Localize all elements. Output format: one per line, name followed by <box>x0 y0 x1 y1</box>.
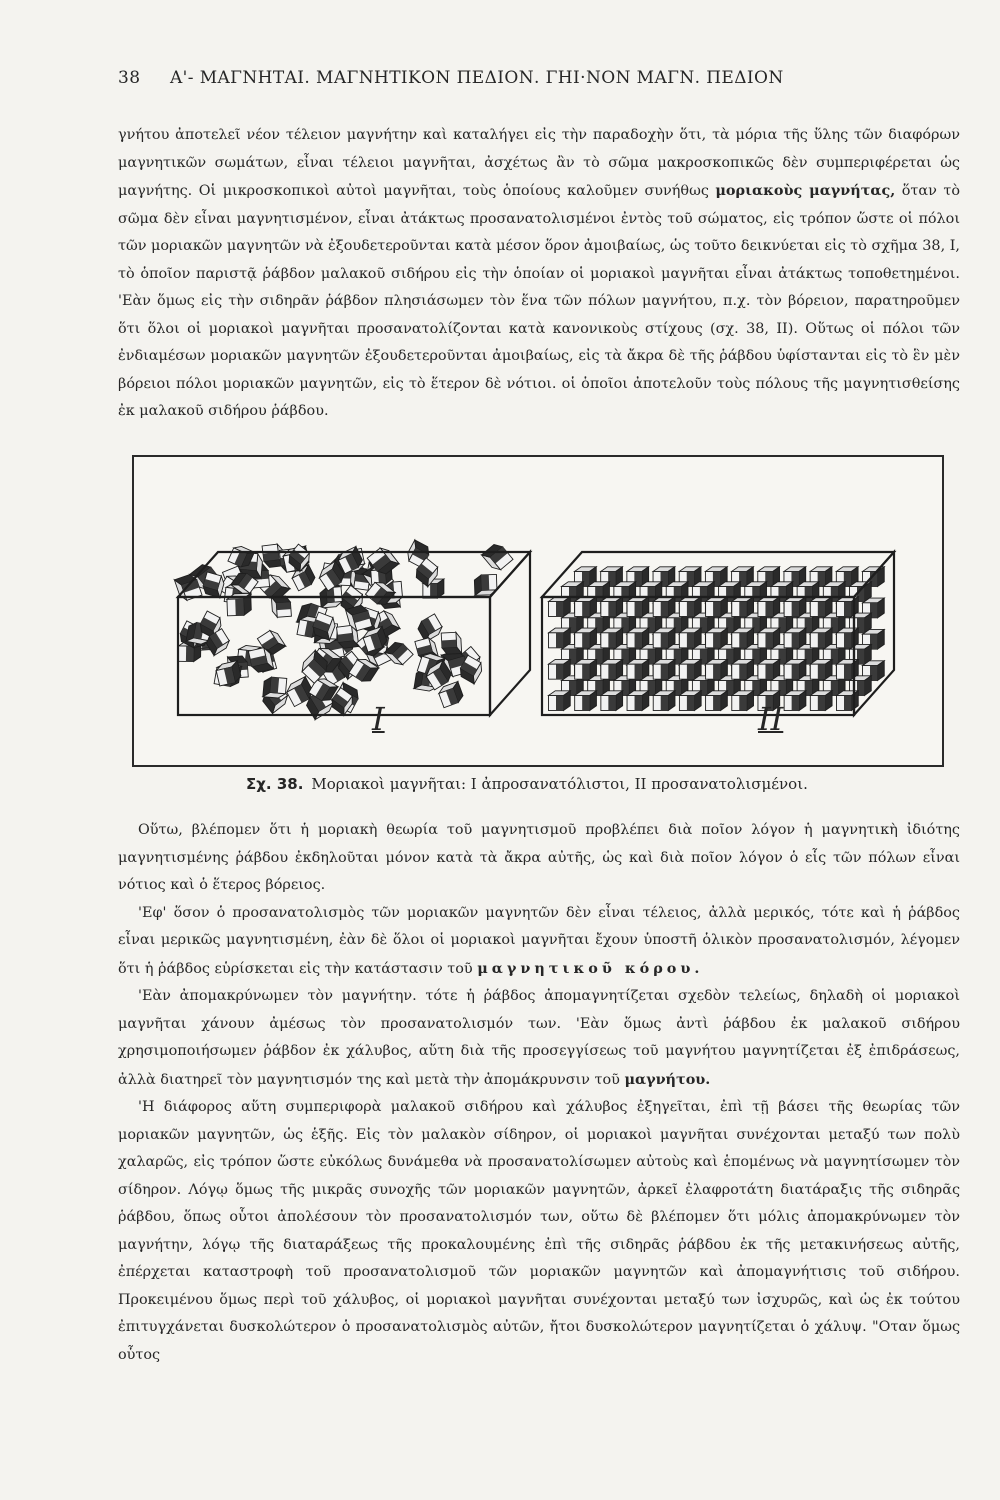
molecular-magnet-aligned <box>706 628 728 648</box>
molecular-magnet-aligned <box>679 628 701 648</box>
molecular-magnet-aligned <box>653 597 675 617</box>
molecular-magnet-random <box>482 541 513 573</box>
paragraph-3-end: μαγνήτου. <box>624 1070 711 1088</box>
paragraph-2 <box>118 900 960 984</box>
paragraph-2-text: 'Εφ' ὅσον ὁ προσανατολισμὸς τῶν μοριακῶν μαγνητῶν δὲν εἶναι τέλειος, ἀλλὰ μερικός, τότε καὶ ἡ ῥάβδος εἶναι μερικῶς μαγνητισμένη, ἐὰν δὲ ὅλοι οἱ μοριακοὶ μαγνῆται ἔχουν ὑποστῆ ὁλικὸν προσανατολισμόν, λέγομεν ὅτι ἡ ῥάβδος εὑρίσκεται εἰς τὴν κατάστασιν τοῦ <box>118 904 960 977</box>
molecular-magnet-random <box>416 614 445 642</box>
intro-text-part2: ὅταν τὸ σῶμα δὲν εἶναι μαγνητισμένον, εἶναι ἀτάκτως προσανατολισμένοι ἐντὸς τοῦ σώματος, εἰς τρόπον ὥστε οἱ πόλοι τῶν μοριακῶν μαγνητῶν νὰ ἐξουδετεροῦνται κατὰ μέσον ὅρον ἀμοιβαίως, ὡς τοῦτο δεικνύεται εἰς τὸ σχῆμα 38, I, τὸ ὁποῖον παριστᾷ ῥάβδον μαλακοῦ σιδήρου εἰς τὴν ὁποίαν οἱ μοριακοὶ μαγνῆται εἶναι ἀτάκτως τοποθετημένοι. 'Εὰν ὅμως εἰς τὴν σιδηρᾶν ῥάβδον πλησιάσωμεν τὸν ἕνα τῶν πόλων μαγνήτου, π.χ. τὸν βόρειον, παρατηροῦμεν ὅτι ὅλοι οἱ μοριακοὶ μαγνῆται προσανατολίζονται κατὰ κανονικοὺς στίχους (σχ. 38, II). Οὕτως οἱ πόλοι τῶν ἐνδιαμέσων μοριακῶν μαγνητῶν ἐξουδετεροῦνται ἀμοιβαίως, εἰς τὰ ἄκρα δὲ τῆς ῥάβδου ὑφίστανται εἰς τὸ ἓν μὲν βόρειοι πόλοι μοριακῶν μαγνητῶν, εἰς τὸ ἕτερον δὲ νότιοι. οἱ ὁποῖοι ἀποτελοῦν τοὺς πόλους τῆς μαγνητισθείσης ἐκ μαλακοῦ σιδήρου ῥάβδου. <box>118 183 960 419</box>
page-number: 38 <box>118 68 141 88</box>
molecular-magnet-aligned <box>758 628 780 648</box>
molecular-magnet-random <box>384 639 413 668</box>
molecular-magnet-aligned <box>679 597 701 617</box>
molecular-magnet-aligned <box>810 597 832 617</box>
molecular-magnet-aligned <box>679 659 701 679</box>
figure-label-ii: II <box>758 700 784 738</box>
molecular-magnet-aligned <box>758 659 780 679</box>
molecular-magnet-aligned <box>732 597 754 617</box>
paragraph-4: 'Η διάφορος αὕτη συμπεριφορὰ μαλακοῦ σιδήρου καὶ χάλυβος ἐξηγεῖται, ἐπὶ τῇ βάσει τῆς θεωρίας τῶν μοριακῶν μαγνητῶν, ὡς ἑξῆς. Εἰς τὸν μαλακὸν σίδηρον, οἱ μοριακοὶ μαγνῆται συνέχονται μεταξύ των πολὺ χαλαρῶς, εἰς τρόπον ὥστε εὐκόλως δυνάμεθα νὰ προσανατολίσωμεν αὐτοὺς καὶ ἑπομένως νὰ μαγνητίσωμεν τὸν σίδηρον. Λόγῳ ὅμως τῆς μικρᾶς συνοχῆς τῶν μοριακῶν μαγνητῶν, ἀρκεῖ ἐλαφροτάτη διατάραξις τῆς σιδηρᾶς ῥάβδου, ὅπως οὗτοι ἀπολέσουν τὸν προσανατολισμόν των, οὕτω δὲ βλέπομεν ὅτι μόλις ἀπομακρύνωμεν τὸν μαγνήτην, λόγῳ τῆς διαταράξεως τῆς προκαλουμένης ἐπὶ τῆς σιδηρᾶς ῥάβδου ἐκ τῆς μετακινήσεως αὐτῆς, ἐπέρχεται καταστροφὴ τοῦ προσανατολισμοῦ τῶν μοριακῶν μαγνητῶν καὶ ἀπομαγνήτισις τοῦ σιδήρου. Προκειμένου ὅμως περὶ τοῦ χάλυβος, οἱ μοριακοὶ μαγνῆται συνέχονται μεταξύ των ἰσχυρῶς, καὶ ὡς ἐκ τούτου ἐπιτυγχάνεται δυσκολώτερον ὁ προσανατολισμὸς αὐτῶν, ἤτοι δυσκολώτερον μαγνητίζεται ὁ χάλυψ. "Οταν ὅμως οὗτος <box>118 1099 960 1363</box>
molecular-magnet-aligned <box>679 691 701 711</box>
molecular-magnet-aligned <box>549 659 571 679</box>
molecular-magnet-aligned <box>601 597 623 617</box>
molecular-magnet-aligned <box>810 691 832 711</box>
bar-oriented <box>542 552 894 715</box>
figure-38 <box>132 455 944 767</box>
molecular-magnet-aligned <box>627 659 649 679</box>
figure-caption <box>246 775 946 793</box>
running-head <box>118 68 918 88</box>
term-magnetic-saturation: μαγνητικοῦ κόρου. <box>477 959 704 977</box>
molecular-magnet-aligned <box>810 628 832 648</box>
molecular-magnet-aligned <box>575 659 597 679</box>
figure-label-i: I <box>372 700 385 738</box>
molecular-magnet-aligned <box>601 659 623 679</box>
molecular-magnet-aligned <box>575 597 597 617</box>
molecular-magnet-aligned <box>627 691 649 711</box>
molecular-magnet-aligned <box>601 628 623 648</box>
caption-text: Μοριακοὶ μαγνῆται: I ἀπροσανατόλιστοι, II προσανατολισμένοι. <box>311 775 808 793</box>
molecular-magnet-aligned <box>653 659 675 679</box>
molecular-magnet-random <box>441 632 461 654</box>
molecular-magnet-aligned <box>810 659 832 679</box>
molecular-magnet-aligned <box>549 691 571 711</box>
molecular-magnet-aligned <box>758 597 780 617</box>
molecular-magnet-aligned <box>627 597 649 617</box>
molecular-magnet-aligned <box>653 691 675 711</box>
molecular-magnet-aligned <box>549 597 571 617</box>
molecular-magnet-aligned <box>784 628 806 648</box>
molecular-magnet-aligned <box>784 597 806 617</box>
molecular-magnets-illustration <box>134 457 942 765</box>
molecular-magnet-aligned <box>549 628 571 648</box>
intro-paragraph <box>118 122 960 426</box>
molecular-magnet-aligned <box>732 659 754 679</box>
chapter-title: Α'- ΜΑΓΝΗΤΑΙ. ΜΑΓΝΗΤΙΚΟΝ ΠΕΔΙΟΝ. ΓΗΙ·ΝΟΝ ΜΑΓΝ. ΠΕΔΙΟΝ <box>170 68 784 88</box>
molecular-magnet-aligned <box>575 628 597 648</box>
molecular-magnet-aligned <box>627 628 649 648</box>
molecular-magnet-aligned <box>706 597 728 617</box>
molecular-magnet-aligned <box>784 659 806 679</box>
molecular-magnet-aligned <box>601 691 623 711</box>
caption-number: Σχ. 38. <box>246 775 304 793</box>
paragraph-3 <box>118 983 960 1094</box>
molecular-magnet-aligned <box>653 628 675 648</box>
molecular-magnet-random <box>263 676 287 698</box>
paragraph-1: Οὕτω, βλέπομεν ὅτι ἡ μοριακὴ θεωρία τοῦ μαγνητισμοῦ προβλέπει διὰ ποῖον λόγον ἡ μαγνητικὴ ἰδιότης μαγνητισμένης ῥάβδου ἐκδηλοῦται μόνον κατὰ τὰ ἄκρα αὐτῆς, ὡς καὶ διὰ ποῖον λόγον ὁ εἷς τῶν πόλων εἶναι νότιος καὶ ὁ ἕτερος βόρειος. <box>118 822 960 893</box>
molecular-magnet-aligned <box>706 691 728 711</box>
molecular-magnet-aligned <box>732 691 754 711</box>
bold-term-molecular-magnets: μοριακοὺς μαγνήτας, <box>715 182 896 199</box>
molecular-magnet-random <box>271 596 291 618</box>
molecular-magnet-aligned <box>784 691 806 711</box>
main-text <box>118 817 960 1369</box>
intro-text-part1: γνήτου ἀποτελεῖ νέον τέλειον μαγνήτην καὶ καταλήγει εἰς τὴν παραδοχὴν ὅτι, τὰ μόρια τῆς ὕλης τῶν διαφόρων μαγνητικῶν σωμάτων, εἶναι τέλειοι μαγνῆται, ἀσχέτως ἂν τὸ σῶμα μακροσκοπικῶς δὲν συμπεριφέρεται ὡς μαγνήτης. Οἱ μικροσκοπικοὶ αὐτοὶ μαγνῆται, τοὺς ὁποίους καλοῦμεν συνήθως <box>118 127 960 199</box>
molecular-magnet-aligned <box>706 659 728 679</box>
bar-unoriented <box>174 540 530 720</box>
paragraph-3-text: 'Εὰν ἀπομακρύνωμεν τὸν μαγνήτην. τότε ἡ ῥάβδος ἀπομαγνητίζεται σχεδὸν τελείως, δηλαδὴ οἱ μοριακοὶ μαγνῆται χάνουν ἀμέσως τὸν προσανατολισμόν των. 'Εὰν ὅμως ἀντὶ ῥάβδου ἐκ μαλακοῦ σιδήρου χρησιμοποιήσωμεν ῥάβδον ἐκ χάλυβος, αὕτη διὰ τῆς προσεγγίσεως τοῦ μαγνήτου μαγνητίζεται ἐξ ἐπιδράσεως, ἀλλὰ διατηρεῖ τὸν μαγνητισμόν της καὶ μετὰ τὴν ἀπομάκρυνσιν τοῦ <box>118 988 960 1088</box>
molecular-magnet-aligned <box>732 628 754 648</box>
molecular-magnet-aligned <box>575 691 597 711</box>
